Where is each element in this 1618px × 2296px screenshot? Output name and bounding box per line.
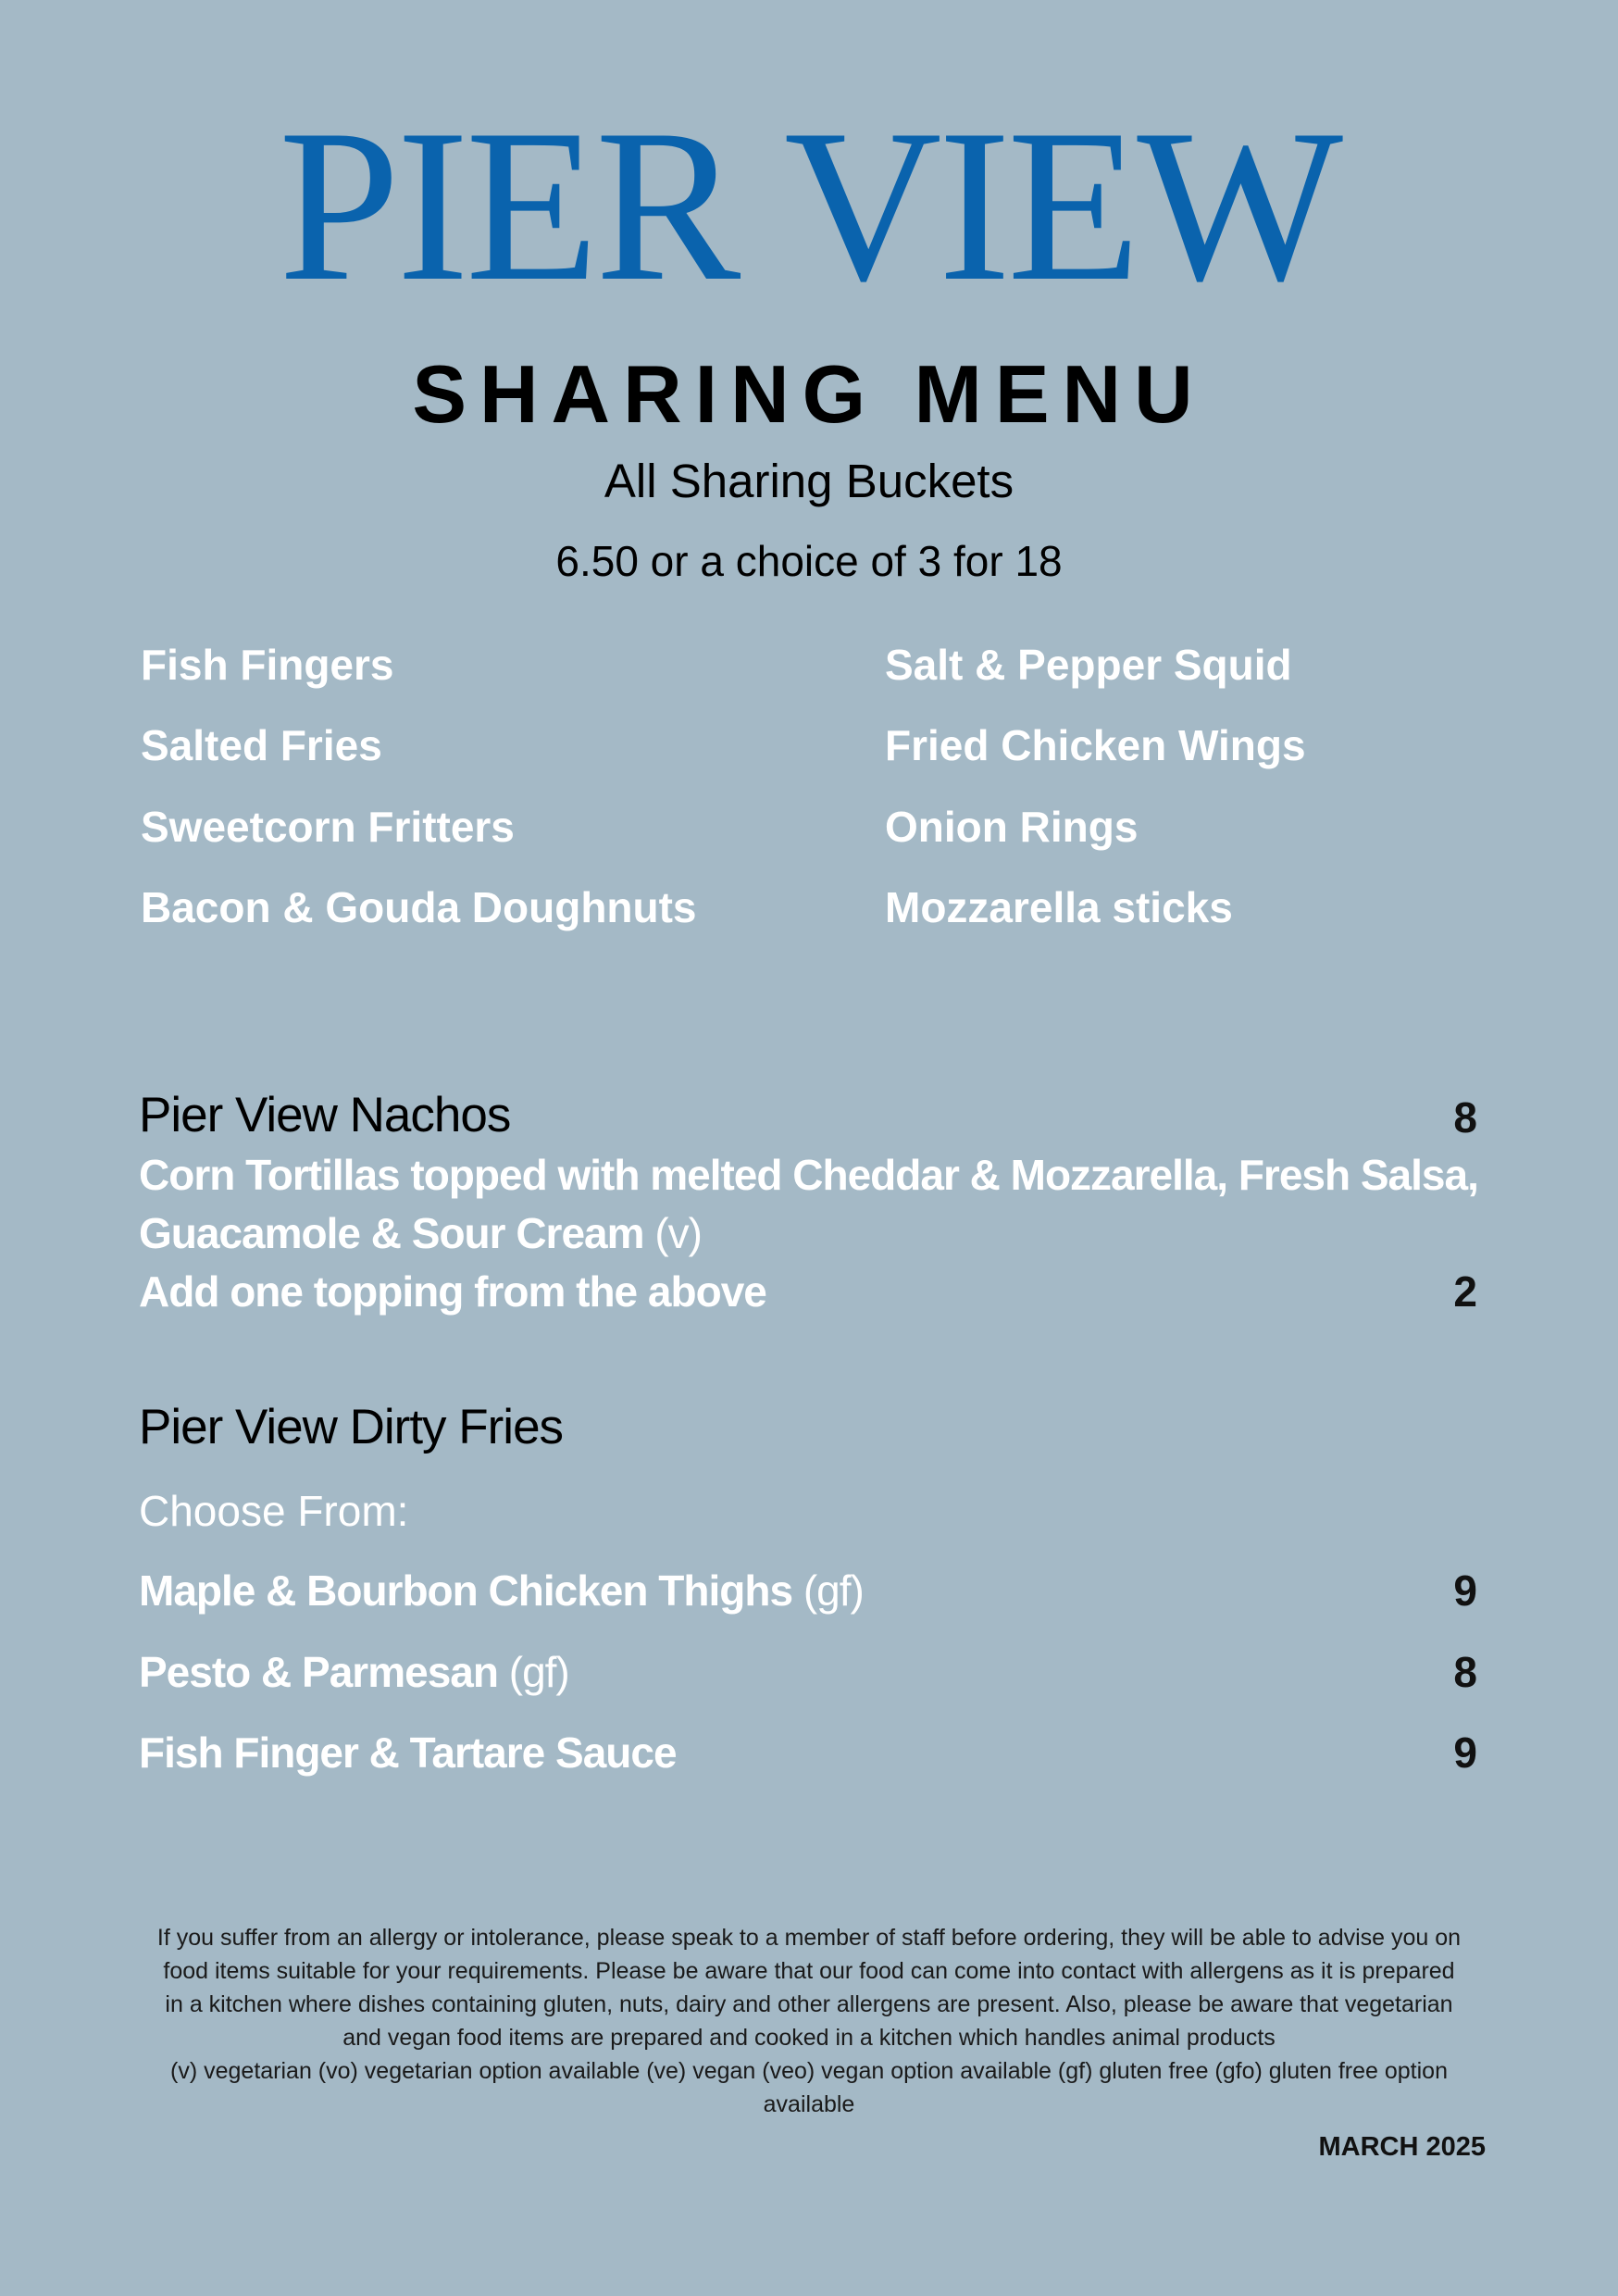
- bucket-item: Fried Chicken Wings: [885, 721, 1306, 769]
- menu-title: SHARING MENU: [412, 348, 1206, 440]
- nachos-description-line: Corn Tortillas topped with melted Cheddar & Mozzarella, Fresh Salsa,: [139, 1151, 1478, 1199]
- allergy-notice-line: If you suffer from an allergy or intolerance, please speak to a member of staff before ordering, they will be able to advise you on: [156, 1925, 1462, 1951]
- bucket-item: Bacon & Gouda Doughnuts: [141, 883, 697, 931]
- nachos-addon-price: 2: [1453, 1267, 1477, 1316]
- menu-date: MARCH 2025: [1318, 2132, 1486, 2162]
- restaurant-name: PIER VIEW: [278, 85, 1340, 327]
- dietary-key-line: available: [763, 2091, 855, 2117]
- bucket-item: Sweetcorn Fritters: [141, 803, 515, 851]
- bucket-item: Mozzarella sticks: [885, 883, 1233, 931]
- choose-from-label: Choose From:: [139, 1487, 409, 1535]
- buckets-heading: All Sharing Buckets: [604, 455, 1014, 507]
- bucket-item: Salted Fries: [141, 721, 382, 769]
- fries-option-name: Maple & Bourbon Chicken Thighs: [139, 1566, 793, 1615]
- bucket-item: Onion Rings: [885, 803, 1139, 851]
- fries-option: [139, 1728, 677, 1777]
- fries-option: [139, 1648, 569, 1696]
- nachos-addon: Add one topping from the above: [139, 1267, 766, 1316]
- allergy-notice-line: and vegan food items are prepared and cooked in a kitchen which handles animal products: [342, 2025, 1276, 2051]
- vegetarian-tag: (v): [654, 1209, 702, 1257]
- nachos-description-line: [139, 1209, 702, 1257]
- fries-option-name: Fish Finger & Tartare Sauce: [139, 1728, 677, 1777]
- dietary-key-line: (v) vegetarian (vo) vegetarian option available (ve) vegan (veo) vegan option available (gf) gluten free (gfo) gluten free option: [170, 2058, 1448, 2084]
- nachos-title: Pier View Nachos: [139, 1088, 511, 1142]
- fries-option-name: Pesto & Parmesan: [139, 1648, 498, 1696]
- allergy-notice: [137, 1921, 1481, 2121]
- nachos-description-text: Guacamole & Sour Cream: [139, 1209, 644, 1257]
- buckets-price: 6.50 or a choice of 3 for 18: [555, 537, 1063, 585]
- fries-option-price: 9: [1453, 1566, 1477, 1615]
- fries-option: [139, 1566, 864, 1615]
- dirty-fries-title: Pier View Dirty Fries: [139, 1400, 564, 1454]
- allergy-notice-line: in a kitchen where dishes containing gluten, nuts, dairy and other allergens are present. Also, please be aware that vegetarian: [165, 1991, 1453, 2017]
- bucket-item: Fish Fingers: [141, 641, 394, 689]
- gluten-free-tag: (gf): [803, 1566, 864, 1615]
- nachos-price: 8: [1453, 1093, 1477, 1142]
- bucket-item: Salt & Pepper Squid: [885, 641, 1292, 689]
- allergy-notice-line: food items suitable for your requirements. Please be aware that our food can come into contact with allergens as it is prepared: [163, 1958, 1455, 1984]
- fries-option-price: 8: [1453, 1648, 1477, 1696]
- gluten-free-tag: (gf): [508, 1648, 569, 1696]
- fries-option-price: 9: [1453, 1728, 1477, 1777]
